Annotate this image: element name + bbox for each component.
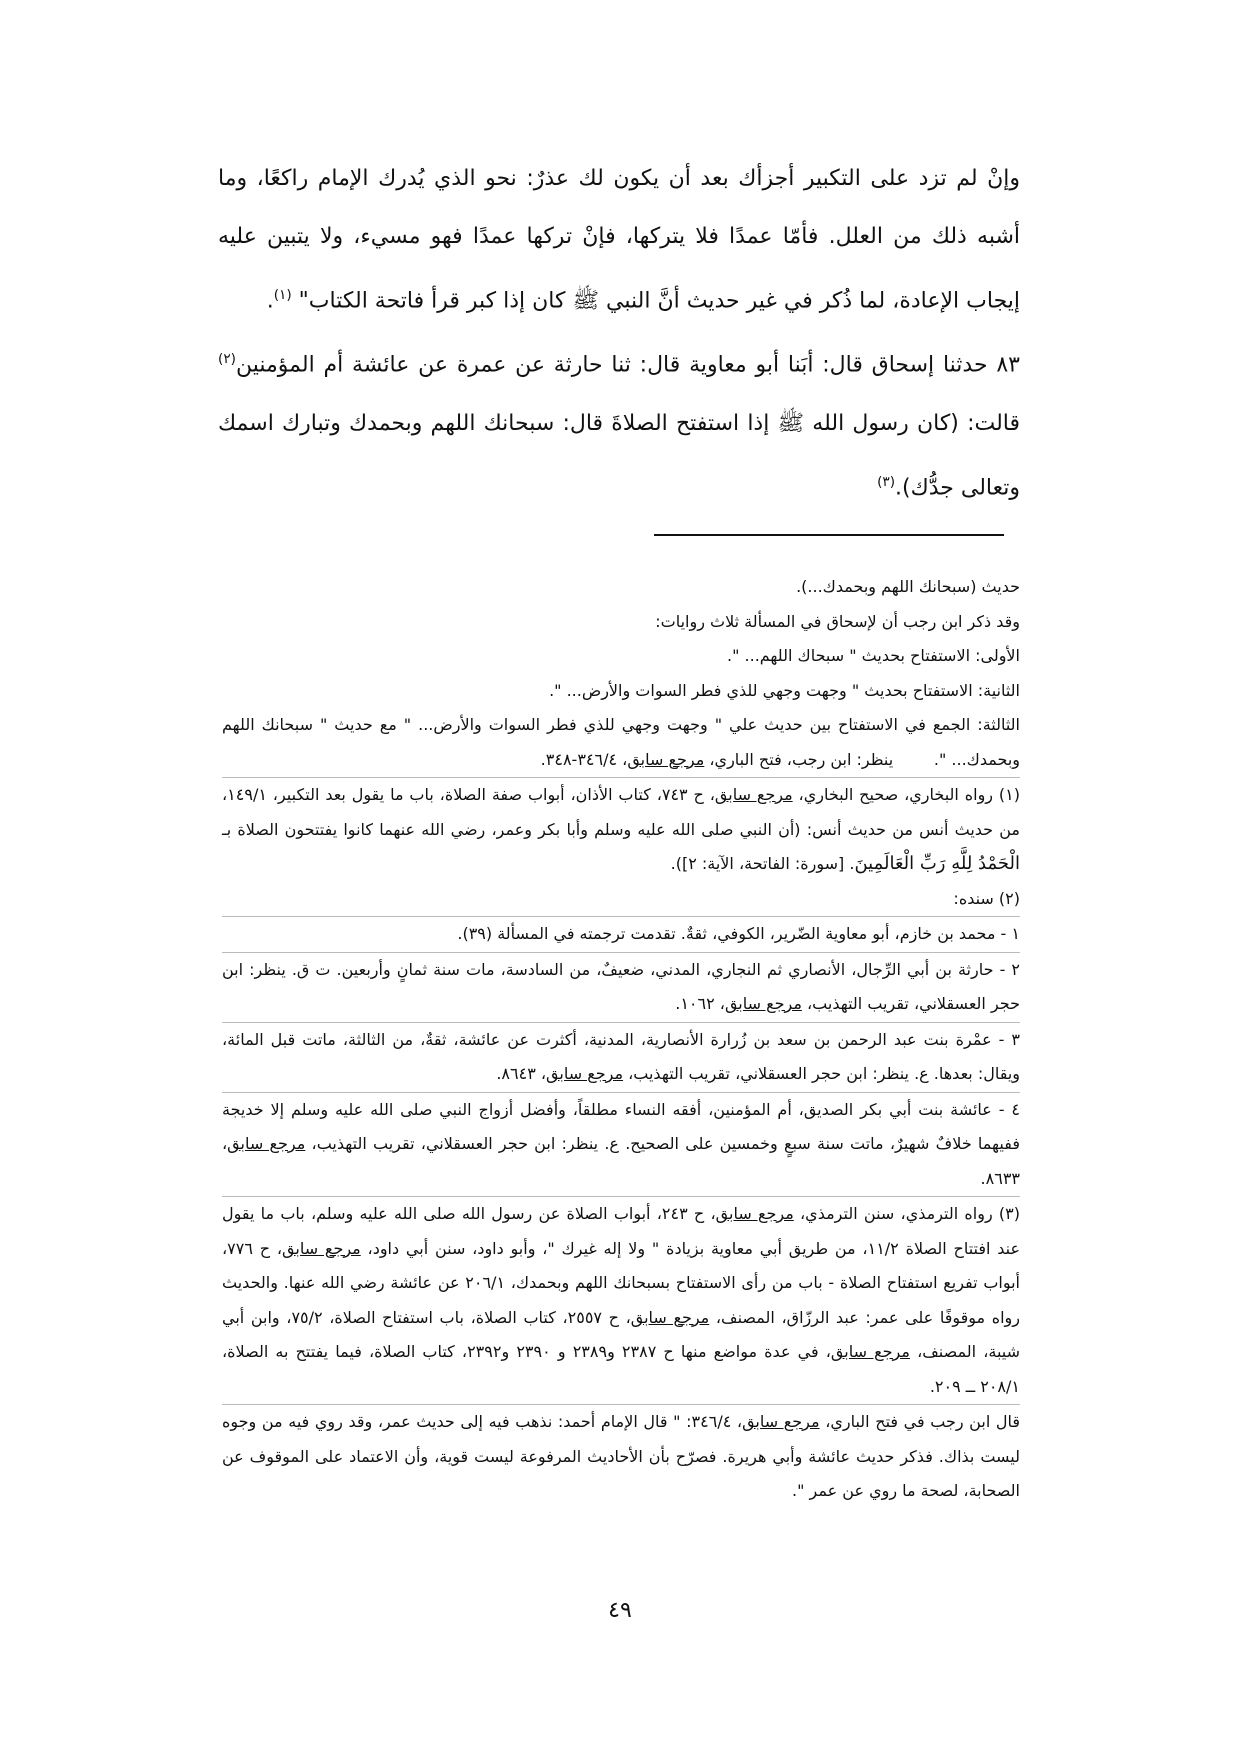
footnote-line: الأولى: الاستفتاح بحديث " سبحاك اللهم... ".: [726, 646, 1020, 665]
narrator-3: [222, 1022, 1020, 1092]
reference-link[interactable]: مرجع سابق: [714, 785, 793, 804]
footnote-line: [222, 708, 1020, 777]
footnote-text: (٣) رواه الترمذي، سنن الترمذي،: [793, 1204, 1020, 1223]
main-paragraph-1: [218, 150, 1020, 330]
paragraph-1-end: .: [266, 288, 274, 314]
footnote-text: ، ح ٧٤٣، كتاب الأذان، أبواب صفة الصلاة، باب ما يقول بعد التكبير، ١٤٩/١، من حديث أنس من حديث أنس: (أن النبي صلى الله عليه وسلم وأبا بكر وعمر، رضي الله عنهما كانوا يفتتحون الصلاة بـ: [222, 785, 1020, 839]
footnote-text: ينظر: ابن رجب، فتح الباري،: [704, 749, 894, 769]
footnote-text: قال ابن رجب في فتح الباري،: [819, 1412, 1021, 1431]
footnote-2-heading: (٢) سنده:: [953, 888, 1020, 908]
footnote-3-continued: [222, 1404, 1020, 1509]
footnote-line: حديث (سبحانك اللهم وبحمدك...).: [796, 577, 1020, 596]
reference-link[interactable]: مرجع سابق: [227, 1134, 306, 1153]
footnote-text: ، في عدة مواضع منها ح ٢٣٨٧ و٢٣٨٩ و ٢٣٩٠ و٢٣٩٢، كتاب الصلاة، فيما يفتتح به الصلاة، ٢٠٨/١ ــ ٢٠٩.: [222, 1342, 1020, 1396]
footnote-3: [222, 1196, 1020, 1404]
reference-link[interactable]: مرجع سابق: [724, 994, 802, 1013]
footnote-text: ، ١٠٦٢.: [675, 994, 725, 1013]
footnote-text: ٣ - عمْرة بنت عبد الرحمن بن سعد بن زُرارة الأنصارية، المدنية، أكثرت عن عائشة، ثقةٌ، من الثالثة، ماتت قبل المائة، ويقال: بعدها. ع. ينظر: ابن حجر العسقلاني، تقريب التهذيب،: [222, 1029, 1020, 1083]
footnote-text: ٢ - حارثة بن أبي الرِّجال، الأنصاري ثم النجاري، المدني، ضعيفٌ، من السادسة، مات سنة ثمانٍ وأربعين. ت ق. ينظر: ابن حجر العسقلاني، تقريب التهذيب،: [222, 959, 1020, 1013]
footnote-ref-1[interactable]: (١): [273, 287, 292, 303]
footnote-text: ، ٣٤٦/٤: " قال الإمام أحمد: نذهب فيه إلى حديث عمر، وقد روي فيه من وجوه ليست بذاك. فذكر حديث عائشة وأبي هريرة. فصرّح بأن الأحاديث المرفوعة ليست قوية، وأن الاعتماد على الموقوف عن الصحابة، لصحة ما روي عن عمر ".: [222, 1412, 1020, 1500]
footnote-1: [222, 777, 1020, 882]
narrator-2: [222, 952, 1020, 1022]
footnote-text: ٤ - عائشة بنت أبي بكر الصديق، أم المؤمنين، أفقه النساء مطلقاً، وأفضل أزواج النبي صلى الله عليه وسلم إلا خديجة ففيهما خلافٌ شهيرٌ، ماتت سنة سبعٍ وخمسين على الصحيح. ع. ينظر: ابن حجر العسقلاني، تقريب التهذيب،: [222, 1099, 1021, 1153]
footnotes: [222, 570, 1020, 1509]
paragraph-2-text: ٨٣ حدثنا إسحاق قال: أبَنا أبو معاوية قال: ثنا حارثة عن عمرة عن عائشة أم المؤمنين: [235, 352, 1020, 378]
footnote-ref-3[interactable]: (٣): [877, 473, 896, 490]
narrator-1: ١ - محمد بن خازم، أبو معاوية الضّرير، الكوفي، ثقةٌ. تقدمت ترجمته في المسألة (٣٩).: [222, 916, 1020, 952]
footnote-text: ، ٣٤٦/٤-٣٤٨.: [540, 749, 628, 769]
footnote-text: ، ح ٢٤٣، أبواب الصلاة عن رسول الله صلى الله عليه وسلم، باب ما يقول عند افتتاح الصلاة ١١/٢، من طريق أبي معاوية بزيادة " ولا إله غيرك "، وأبو داود، سنن أبي داود،: [222, 1204, 1021, 1258]
reference-link[interactable]: مرجع سابق: [627, 749, 705, 769]
footnote-text: ، ح ٧٧٦، أبواب تفريع استفتاح الصلاة - باب من رأى الاستفتاح بسبحانك اللهم وبحمدك، ٢٠٦/١ عن عائشة رضي الله عنها. والحديث رواه موقوفًا على عمر: عبد الرزّاق، المصنف،: [222, 1238, 1020, 1327]
main-text: [218, 150, 1020, 517]
reference-link[interactable]: مرجع سابق: [715, 1204, 794, 1223]
main-paragraph-2: [218, 330, 1020, 517]
page-number: ٤٩: [608, 1598, 632, 1623]
paragraph-2-text-end: قالت: (كان رسول الله ﷺ إذا استفتح الصلاةَ قال: سبحانك اللهم وبحمدك وتبارك اسمك وتعالى جدُّك).: [218, 410, 1020, 500]
footnote-text: الثالثة: الجمع في الاستفتاح بين حديث علي " وجهت وجهي للذي فطر السوات والأرض... " مع حديث " سبحانك اللهم وبحمدك... ".: [222, 715, 1020, 769]
reference-link[interactable]: مرجع سابق: [830, 1342, 910, 1361]
footnote-line: وقد ذكر ابن رجب أن لإسحاق في المسألة ثلاث روايات:: [655, 611, 1020, 631]
reference-link[interactable]: مرجع سابق: [630, 1307, 710, 1327]
quran-verse: الْحَمْدُ لِلَّهِ رَبِّ الْعَالَمِينَ: [854, 853, 1020, 874]
footnote-line: الثانية: الاستفتاح بحديث " وجهت وجهي للذي فطر السوات والأرض... ".: [549, 680, 1020, 700]
reference-link[interactable]: مرجع سابق: [546, 1064, 624, 1083]
reference-link[interactable]: مرجع سابق: [742, 1412, 820, 1431]
paragraph-1-text: وإنْ لم تزد على التكبير أجزأك بعد أن يكون لك عذرٌ: نحو الذي يُدرك الإمام راكعًا، وما أشبه ذلك من العلل. فأمّا عمدًا فلا يتركها، فإنْ تركها عمدًا فهو مسيء، ولا يتبين عليه إيجاب الإعادة، لما ذُكر في غير حديث أنَّ النبي ﷺ كان إذا كبر قرأ فاتحة الكتاب": [218, 166, 1020, 314]
footnote-text: ، ٨٦٣٣.: [222, 1134, 1020, 1188]
reference-link[interactable]: مرجع سابق: [282, 1238, 361, 1258]
footnote-text: (١) رواه البخاري، صحيح البخاري،: [792, 785, 1020, 804]
footnote-text: . [سورة: الفاتحة، الآية: ٢]).: [670, 854, 855, 873]
footnote-separator: [654, 534, 1004, 536]
footnote-ref-2[interactable]: (٢): [218, 351, 236, 368]
narrator-4: [222, 1092, 1020, 1197]
footnote-text: ، ح ٢٥٥٧، كتاب الصلاة، باب استفتاح الصلاة، ٧٥/٢، وابن أبي شيبة، المصنف،: [222, 1307, 1021, 1361]
footnote-text: ، ٨٦٤٣.: [496, 1064, 547, 1083]
